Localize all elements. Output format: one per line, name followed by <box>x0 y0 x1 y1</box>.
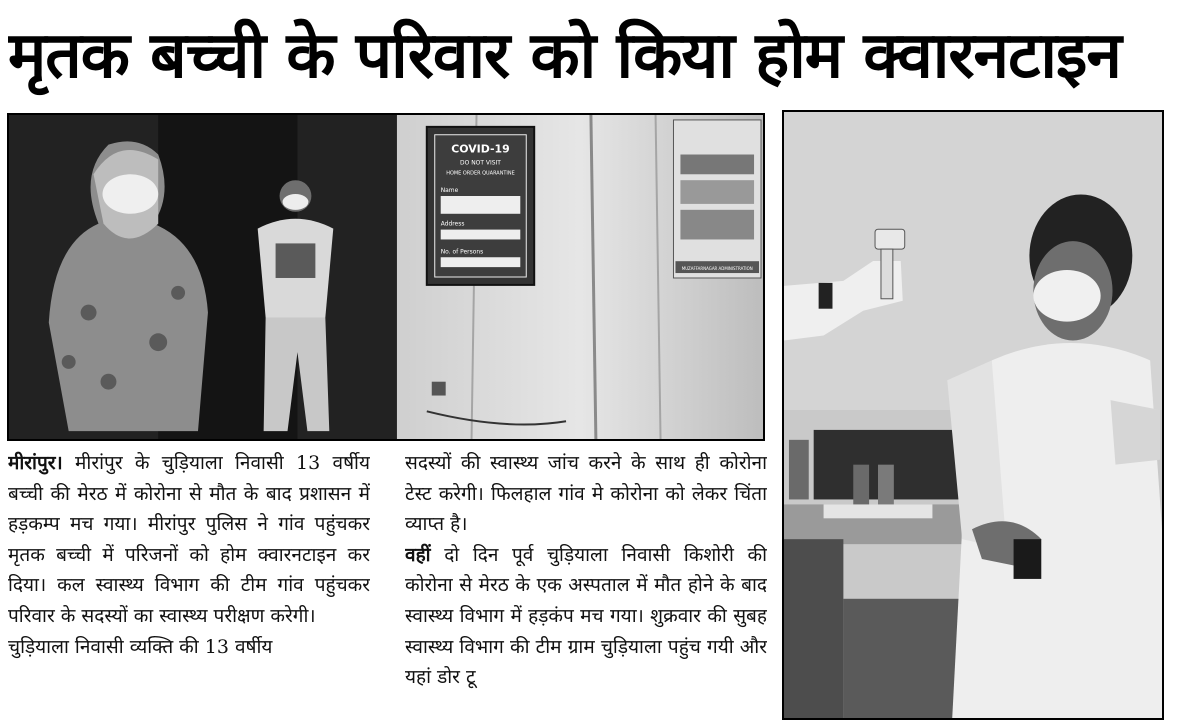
poster-sub1: DO NOT VISIT <box>460 159 501 167</box>
article-column-1 <box>8 448 370 720</box>
headline: मृतक बच्ची के परिवार को किया होम क्वारनटाइन <box>8 19 1121 93</box>
poster-field-persons: No. of Persons <box>440 248 484 256</box>
article-column-2 <box>405 448 767 720</box>
paragraph-1-text: मीरांपुर के चुड़ियाला निवासी 13 वर्षीय बच्ची की मेरठ में कोरोना से मौत के बाद प्रशासन में हड़कम्प मच गया। मीरांपुर पुलिस ने गांव पहुंचकर मृतक बच्ची में परिजनों को होम क्वारनटाइन कर दिया। कल स्वास्थ्य विभाग की टीम गांव पहुंचकर परिवार के सदस्यों का स्वास्थ्य परीक्षण करेगी। <box>8 452 370 627</box>
article-paragraph-4 <box>405 540 767 693</box>
dateline: मीरांपुर। <box>8 452 63 474</box>
poster-title: COVID-19 <box>451 142 510 156</box>
article-paragraph-3: सदस्यों की स्वास्थ्य जांच करने के साथ ही कोरोना टेस्ट करेगी। फिलहाल गांव मे कोरोना को लेकर चिंता व्याप्त है। <box>405 452 767 536</box>
info-poster <box>673 120 761 278</box>
poster-field-address: Address <box>440 220 465 228</box>
poster-field-name: Name <box>440 187 459 195</box>
poster-sub2: HOME ORDER QUARANTINE <box>446 170 515 177</box>
photo-temperature-check <box>782 110 1164 720</box>
info-poster-footer: MUZAFFARNAGAR ADMINISTRATION <box>681 266 753 272</box>
article-paragraph-1 <box>8 448 370 632</box>
photo-family-quarantine <box>7 113 765 441</box>
article-paragraph-2: चुड़ियाला निवासी व्यक्ति की 13 वर्षीय <box>8 635 273 658</box>
covid-poster <box>427 127 534 285</box>
paragraph-4-lead: वहीं <box>405 543 431 566</box>
paragraph-4-text: दो दिन पूर्व चुड़ियाला निवासी किशोरी की कोरोना से मेरठ के एक अस्पताल में मौत होने के बाद स्वास्थ्य विभाग में हड़कंप मच गया। शुक्रवार की सुबह स्वास्थ्य विभाग की टीम ग्राम चुड़ियाला पहुंच गयी और यहां डोर टू <box>405 543 767 689</box>
